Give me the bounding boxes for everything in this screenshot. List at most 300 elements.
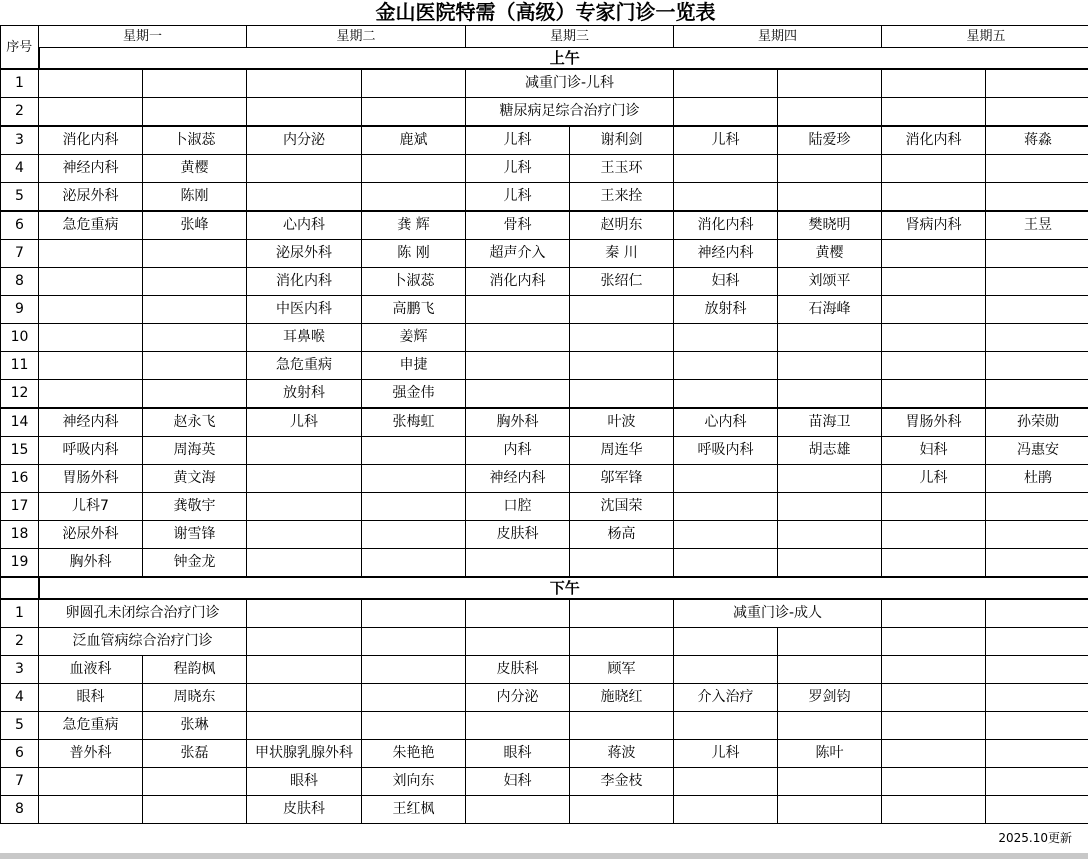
department-cell: [39, 98, 143, 127]
row-number: 5: [1, 712, 39, 740]
department-cell: [674, 69, 778, 98]
department-cell: [882, 324, 986, 352]
doctor-cell: 石海峰: [778, 296, 882, 324]
schedule-row: [1, 352, 1088, 380]
doctor-cell: [778, 493, 882, 521]
department-cell: [882, 380, 986, 409]
department-cell: 介入治疗: [674, 684, 778, 712]
department-cell: [882, 628, 986, 656]
doctor-cell: 周连华: [570, 437, 674, 465]
doctor-cell: [143, 768, 247, 796]
day-header: 星期三: [466, 26, 674, 48]
doctor-cell: 沈国荣: [570, 493, 674, 521]
department-cell: [882, 740, 986, 768]
doctor-cell: 王来拴: [570, 183, 674, 212]
department-cell: 普外科: [39, 740, 143, 768]
department-cell: [39, 380, 143, 409]
doctor-cell: [362, 183, 466, 212]
doctor-cell: 谢利剑: [570, 126, 674, 155]
doctor-cell: [986, 380, 1088, 409]
doctor-cell: 罗剑钧: [778, 684, 882, 712]
schedule-row: [1, 628, 1088, 656]
department-cell: [247, 69, 362, 98]
department-cell: 急危重病: [247, 352, 362, 380]
doctor-cell: [570, 549, 674, 578]
doctor-cell: [778, 155, 882, 183]
department-cell: [247, 521, 362, 549]
department-cell: [39, 352, 143, 380]
department-cell: [882, 296, 986, 324]
row-number: 9: [1, 296, 39, 324]
department-cell: 消化内科: [247, 268, 362, 296]
page-title: 金山医院特需（高级）专家门诊一览表: [1, 0, 1088, 26]
day-header: 星期一: [39, 26, 247, 48]
schedule-row: [1, 521, 1088, 549]
department-cell: [247, 98, 362, 127]
doctor-cell: [986, 712, 1088, 740]
department-cell: 儿科: [466, 155, 570, 183]
doctor-cell: [362, 69, 466, 98]
day-header: 星期四: [674, 26, 882, 48]
doctor-cell: 孙荣勋: [986, 408, 1088, 437]
doctor-cell: [362, 437, 466, 465]
doctor-cell: [362, 465, 466, 493]
department-cell: [674, 98, 778, 127]
horizontal-scrollbar[interactable]: [0, 853, 1088, 859]
schedule-row: [1, 656, 1088, 684]
row-number: 5: [1, 183, 39, 212]
row-number: 3: [1, 126, 39, 155]
row-number: 1: [1, 69, 39, 98]
doctor-cell: [986, 599, 1088, 628]
schedule-row: [1, 437, 1088, 465]
department-cell: [466, 796, 570, 824]
schedule-row: [1, 126, 1088, 155]
department-cell: [466, 628, 570, 656]
special-clinic-cell: 卵圆孔未闭综合治疗门诊: [39, 599, 247, 628]
department-cell: 肾病内科: [882, 211, 986, 240]
doctor-cell: [362, 521, 466, 549]
department-cell: [247, 155, 362, 183]
schedule-row: [1, 712, 1088, 740]
department-cell: [674, 155, 778, 183]
doctor-cell: [143, 98, 247, 127]
department-cell: [247, 437, 362, 465]
department-cell: [39, 240, 143, 268]
doctor-cell: 杜鹃: [986, 465, 1088, 493]
doctor-cell: [986, 521, 1088, 549]
department-cell: [247, 656, 362, 684]
doctor-cell: 强金伟: [362, 380, 466, 409]
department-cell: 放射科: [674, 296, 778, 324]
department-cell: [882, 796, 986, 824]
department-cell: 放射科: [247, 380, 362, 409]
doctor-cell: 卜淑蕊: [362, 268, 466, 296]
department-cell: [247, 599, 362, 628]
department-cell: [674, 324, 778, 352]
department-cell: 泌尿外科: [247, 240, 362, 268]
department-cell: [674, 493, 778, 521]
department-cell: 泌尿外科: [39, 521, 143, 549]
doctor-cell: 龚敬宇: [143, 493, 247, 521]
row-number: 12: [1, 380, 39, 409]
department-cell: 神经内科: [39, 155, 143, 183]
doctor-cell: 张磊: [143, 740, 247, 768]
schedule-row: [1, 240, 1088, 268]
department-cell: [674, 352, 778, 380]
department-cell: 眼科: [466, 740, 570, 768]
doctor-cell: [362, 656, 466, 684]
doctor-cell: [986, 493, 1088, 521]
department-cell: [466, 296, 570, 324]
department-cell: 急危重病: [39, 211, 143, 240]
department-cell: [39, 296, 143, 324]
doctor-cell: 刘颂平: [778, 268, 882, 296]
doctor-cell: [570, 296, 674, 324]
doctor-cell: 胡志雄: [778, 437, 882, 465]
row-number: 1: [1, 599, 39, 628]
doctor-cell: [986, 183, 1088, 212]
row-number: 6: [1, 211, 39, 240]
department-cell: [247, 493, 362, 521]
doctor-cell: [778, 465, 882, 493]
day-header: 星期二: [247, 26, 466, 48]
doctor-cell: 蒋波: [570, 740, 674, 768]
doctor-cell: 周海英: [143, 437, 247, 465]
department-cell: [39, 324, 143, 352]
department-cell: 呼吸内科: [39, 437, 143, 465]
doctor-cell: [570, 352, 674, 380]
schedule-row: [1, 768, 1088, 796]
doctor-cell: 施晓红: [570, 684, 674, 712]
row-number: 8: [1, 796, 39, 824]
row-number: 18: [1, 521, 39, 549]
doctor-cell: 张绍仁: [570, 268, 674, 296]
row-number: 7: [1, 768, 39, 796]
doctor-cell: 陈叶: [778, 740, 882, 768]
schedule-row: [1, 211, 1088, 240]
department-cell: [247, 465, 362, 493]
department-cell: 耳鼻喉: [247, 324, 362, 352]
department-cell: 急危重病: [39, 712, 143, 740]
department-cell: 皮肤科: [466, 656, 570, 684]
doctor-cell: 刘向东: [362, 768, 466, 796]
doctor-cell: 王红枫: [362, 796, 466, 824]
doctor-cell: [986, 628, 1088, 656]
day-header: 星期五: [882, 26, 1088, 48]
row-number: 8: [1, 268, 39, 296]
department-cell: 儿科: [466, 183, 570, 212]
row-number: 17: [1, 493, 39, 521]
department-cell: 胃肠外科: [882, 408, 986, 437]
doctor-cell: 黄樱: [778, 240, 882, 268]
afternoon-section-label: 下午: [39, 577, 1088, 599]
seq-header: 序号: [1, 26, 39, 70]
department-cell: 血液科: [39, 656, 143, 684]
doctor-cell: [570, 712, 674, 740]
department-cell: [247, 183, 362, 212]
doctor-cell: [778, 796, 882, 824]
schedule-row: [1, 69, 1088, 98]
doctor-cell: [143, 352, 247, 380]
doctor-cell: [986, 268, 1088, 296]
schedule-row: [1, 155, 1088, 183]
doctor-cell: [986, 549, 1088, 578]
schedule-row: [1, 493, 1088, 521]
doctor-cell: 龚 辉: [362, 211, 466, 240]
doctor-cell: [986, 768, 1088, 796]
department-cell: [882, 712, 986, 740]
row-number: 2: [1, 98, 39, 127]
department-cell: [466, 324, 570, 352]
doctor-cell: 朱艳艳: [362, 740, 466, 768]
department-cell: [882, 240, 986, 268]
department-cell: 胸外科: [39, 549, 143, 578]
department-cell: [882, 98, 986, 127]
department-cell: [466, 712, 570, 740]
department-cell: 心内科: [674, 408, 778, 437]
doctor-cell: 赵永飞: [143, 408, 247, 437]
doctor-cell: [362, 712, 466, 740]
doctor-cell: [143, 296, 247, 324]
doctor-cell: [362, 493, 466, 521]
doctor-cell: [986, 324, 1088, 352]
department-cell: [882, 352, 986, 380]
department-cell: 儿科: [674, 126, 778, 155]
doctor-cell: [362, 549, 466, 578]
doctor-cell: 张峰: [143, 211, 247, 240]
doctor-cell: [986, 296, 1088, 324]
doctor-cell: [986, 69, 1088, 98]
department-cell: 妇科: [882, 437, 986, 465]
department-cell: [674, 768, 778, 796]
department-cell: [466, 352, 570, 380]
row-number: 15: [1, 437, 39, 465]
doctor-cell: 王昱: [986, 211, 1088, 240]
department-cell: 儿科: [247, 408, 362, 437]
doctor-cell: [143, 324, 247, 352]
doctor-cell: 秦 川: [570, 240, 674, 268]
doctor-cell: 黄文海: [143, 465, 247, 493]
doctor-cell: [986, 656, 1088, 684]
department-cell: 儿科: [882, 465, 986, 493]
doctor-cell: [362, 599, 466, 628]
doctor-cell: 周晓东: [143, 684, 247, 712]
department-cell: 眼科: [247, 768, 362, 796]
department-cell: [466, 599, 570, 628]
doctor-cell: [986, 352, 1088, 380]
special-clinic-cell: 减重门诊-成人: [674, 599, 882, 628]
doctor-cell: [986, 684, 1088, 712]
doctor-cell: [778, 98, 882, 127]
department-cell: 妇科: [674, 268, 778, 296]
department-cell: 神经内科: [466, 465, 570, 493]
schedule-row: [1, 796, 1088, 824]
doctor-cell: [778, 656, 882, 684]
doctor-cell: 张琳: [143, 712, 247, 740]
department-cell: 超声介入: [466, 240, 570, 268]
department-cell: 儿科7: [39, 493, 143, 521]
department-cell: [674, 380, 778, 409]
row-number: 6: [1, 740, 39, 768]
department-cell: [247, 684, 362, 712]
department-cell: 皮肤科: [247, 796, 362, 824]
update-note: 2025.10更新: [998, 831, 1072, 845]
department-cell: [674, 521, 778, 549]
department-cell: [247, 712, 362, 740]
doctor-cell: 鹿斌: [362, 126, 466, 155]
department-cell: [674, 628, 778, 656]
doctor-cell: 叶波: [570, 408, 674, 437]
department-cell: 甲状腺乳腺外科: [247, 740, 362, 768]
department-cell: [39, 268, 143, 296]
schedule-row: [1, 599, 1088, 628]
schedule-row: [1, 296, 1088, 324]
doctor-cell: [570, 380, 674, 409]
doctor-cell: [986, 155, 1088, 183]
row-number: 11: [1, 352, 39, 380]
department-cell: 胃肠外科: [39, 465, 143, 493]
doctor-cell: [143, 268, 247, 296]
department-cell: [882, 599, 986, 628]
doctor-cell: 顾军: [570, 656, 674, 684]
schedule-row: [1, 98, 1088, 127]
doctor-cell: 陈 刚: [362, 240, 466, 268]
doctor-cell: [778, 380, 882, 409]
department-cell: [882, 684, 986, 712]
doctor-cell: 邬军锋: [570, 465, 674, 493]
doctor-cell: [362, 684, 466, 712]
doctor-cell: 钟金龙: [143, 549, 247, 578]
department-cell: [674, 465, 778, 493]
doctor-cell: 卜淑蕊: [143, 126, 247, 155]
doctor-cell: 苗海卫: [778, 408, 882, 437]
doctor-cell: 陆爱珍: [778, 126, 882, 155]
department-cell: 呼吸内科: [674, 437, 778, 465]
doctor-cell: 蒋淼: [986, 126, 1088, 155]
department-cell: 眼科: [39, 684, 143, 712]
department-cell: [674, 549, 778, 578]
doctor-cell: 黄樱: [143, 155, 247, 183]
doctor-cell: 高鹏飞: [362, 296, 466, 324]
department-cell: 内科: [466, 437, 570, 465]
doctor-cell: [570, 628, 674, 656]
department-cell: 内分泌: [247, 126, 362, 155]
doctor-cell: 张梅虹: [362, 408, 466, 437]
department-cell: 心内科: [247, 211, 362, 240]
row-number: 14: [1, 408, 39, 437]
department-cell: [882, 521, 986, 549]
row-number: 4: [1, 155, 39, 183]
department-cell: 消化内科: [674, 211, 778, 240]
row-number: 10: [1, 324, 39, 352]
schedule-row: [1, 183, 1088, 212]
schedule-row: [1, 324, 1088, 352]
doctor-cell: [986, 740, 1088, 768]
row-number: 4: [1, 684, 39, 712]
department-cell: 骨科: [466, 211, 570, 240]
department-cell: [466, 549, 570, 578]
department-cell: [882, 183, 986, 212]
schedule-row: [1, 268, 1088, 296]
department-cell: [674, 656, 778, 684]
department-cell: [882, 656, 986, 684]
special-clinic-cell: 减重门诊-儿科: [466, 69, 674, 98]
schedule-row: [1, 549, 1088, 578]
department-cell: [882, 493, 986, 521]
doctor-cell: [986, 98, 1088, 127]
department-cell: [674, 183, 778, 212]
doctor-cell: [986, 240, 1088, 268]
schedule-row: [1, 380, 1088, 409]
department-cell: [882, 69, 986, 98]
department-cell: [882, 155, 986, 183]
department-cell: [39, 796, 143, 824]
row-number: 7: [1, 240, 39, 268]
department-cell: 中医内科: [247, 296, 362, 324]
doctor-cell: [778, 712, 882, 740]
row-number: 16: [1, 465, 39, 493]
department-cell: 消化内科: [882, 126, 986, 155]
doctor-cell: [778, 183, 882, 212]
row-number: 3: [1, 656, 39, 684]
department-cell: [466, 380, 570, 409]
department-cell: 消化内科: [39, 126, 143, 155]
department-cell: [882, 549, 986, 578]
doctor-cell: 程韵枫: [143, 656, 247, 684]
doctor-cell: [570, 796, 674, 824]
doctor-cell: [778, 324, 882, 352]
department-cell: 儿科: [466, 126, 570, 155]
doctor-cell: [986, 796, 1088, 824]
doctor-cell: [362, 628, 466, 656]
department-cell: 内分泌: [466, 684, 570, 712]
department-cell: 神经内科: [674, 240, 778, 268]
department-cell: 妇科: [466, 768, 570, 796]
doctor-cell: 樊晓明: [778, 211, 882, 240]
department-cell: [247, 549, 362, 578]
doctor-cell: [143, 240, 247, 268]
schedule-row: [1, 465, 1088, 493]
doctor-cell: [570, 324, 674, 352]
doctor-cell: 申捷: [362, 352, 466, 380]
doctor-cell: [778, 521, 882, 549]
schedule-row: [1, 408, 1088, 437]
department-cell: [247, 628, 362, 656]
row-number: 19: [1, 549, 39, 578]
department-cell: [39, 768, 143, 796]
schedule-row: [1, 740, 1088, 768]
row-number: 2: [1, 628, 39, 656]
department-cell: [674, 712, 778, 740]
doctor-cell: [143, 796, 247, 824]
afternoon-section-seq: [1, 577, 39, 599]
department-cell: 消化内科: [466, 268, 570, 296]
morning-section-label: 上午: [39, 48, 1088, 70]
doctor-cell: [778, 352, 882, 380]
doctor-cell: [778, 69, 882, 98]
doctor-cell: [778, 768, 882, 796]
doctor-cell: [362, 155, 466, 183]
doctor-cell: 姜辉: [362, 324, 466, 352]
department-cell: 皮肤科: [466, 521, 570, 549]
special-clinic-cell: 糖尿病足综合治疗门诊: [466, 98, 674, 127]
department-cell: [882, 768, 986, 796]
doctor-cell: 王玉环: [570, 155, 674, 183]
department-cell: [882, 268, 986, 296]
doctor-cell: [143, 380, 247, 409]
department-cell: 神经内科: [39, 408, 143, 437]
